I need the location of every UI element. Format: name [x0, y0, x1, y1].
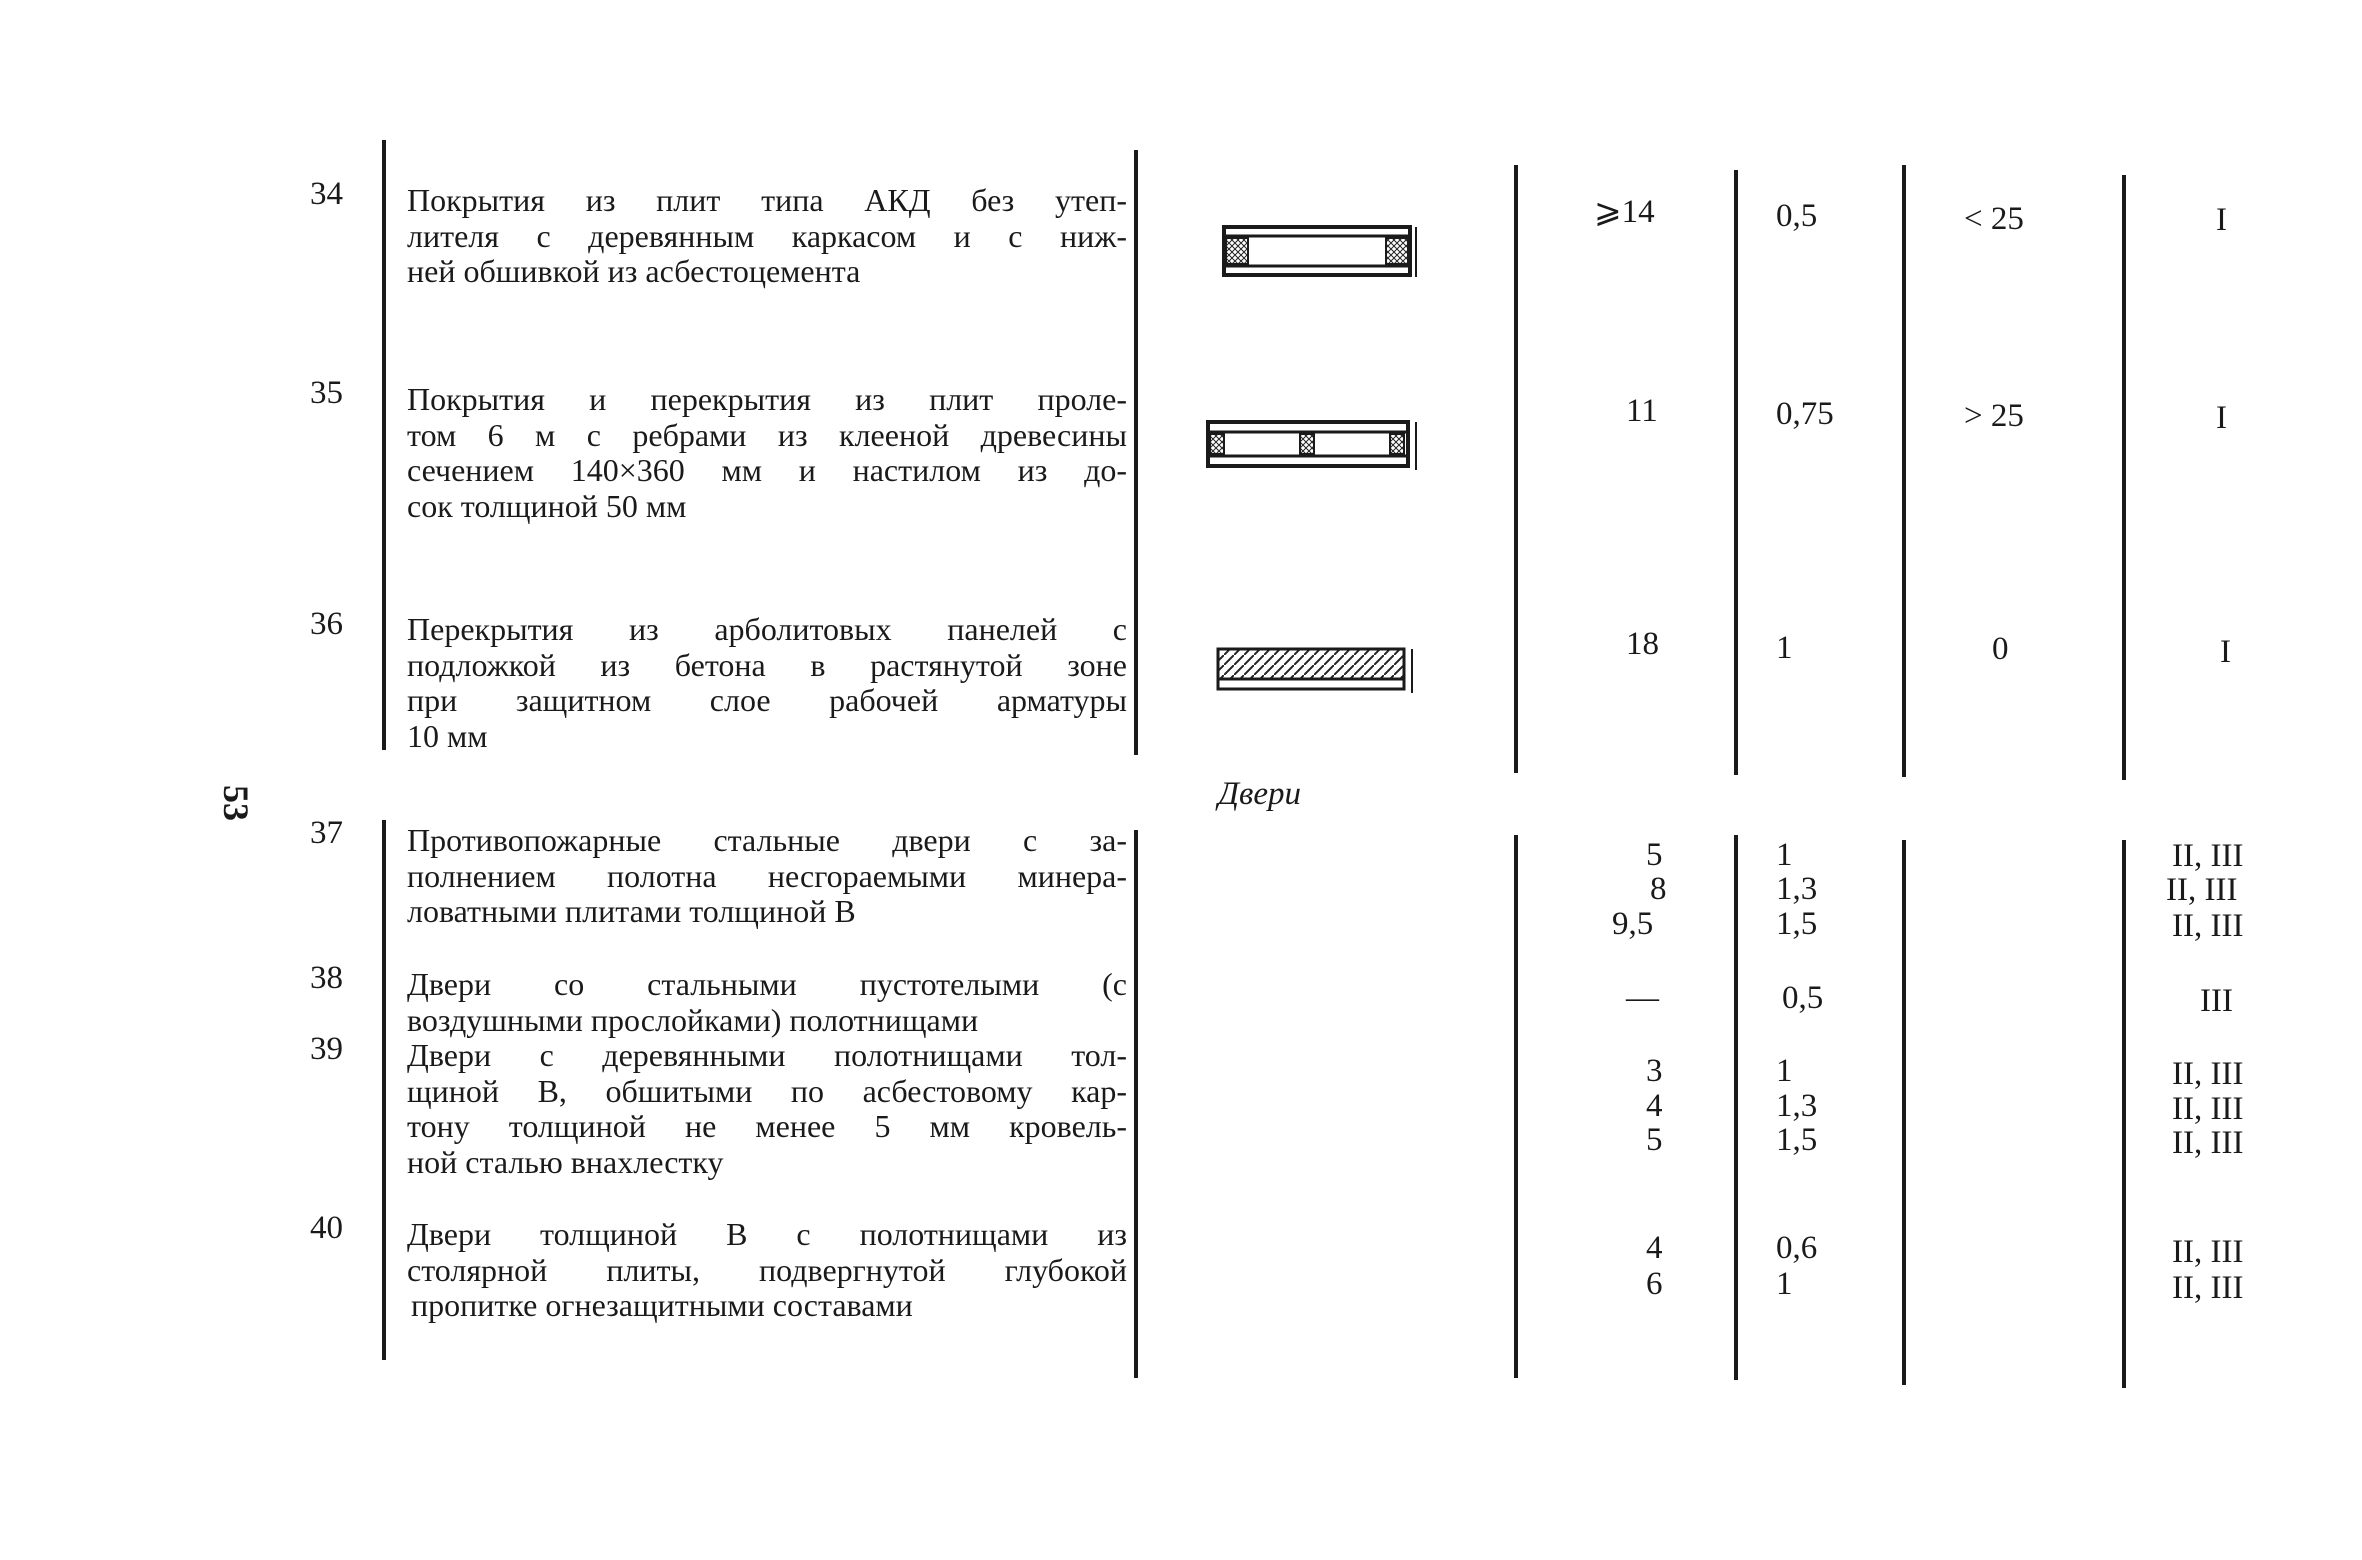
cell-c4: II, III	[2172, 838, 2244, 874]
cell-c1: 18	[1626, 626, 1659, 662]
row-number: 35	[310, 375, 343, 411]
cell-c4: II, III	[2172, 1125, 2244, 1161]
row-description: Противопожарные стальные двери с за- полнением полотна несгораемыми минера- ловатными плитами толщиной В	[407, 822, 1127, 929]
cell-c2: 1,3	[1776, 871, 1818, 907]
column-rule-left-lower	[382, 820, 386, 1360]
arbolite-panel-diagram	[1214, 645, 1424, 695]
cell-c4: I	[2216, 400, 2227, 436]
column-rule-c3	[2122, 175, 2126, 780]
column-rule-c2	[1902, 165, 1906, 777]
cell-c2: 1,5	[1776, 1122, 1818, 1158]
row-number: 40	[310, 1210, 343, 1246]
cell-c1: 4	[1646, 1088, 1663, 1124]
cell-c2: 1,3	[1776, 1088, 1818, 1124]
row-description: Двери толщиной В с полотнищами из столярной плиты, подвергнутой глубокой пропитке огнезащитными составами	[407, 1216, 1127, 1323]
column-rule-left	[382, 140, 386, 750]
cell-c4: I	[2220, 634, 2231, 670]
page-number: 53	[216, 785, 256, 821]
row-description: Покрытия и перекрытия из плит проле- том 6 м с ребрами из клееной древесины сечением 140×360 мм и настилом из до- сок толщиной 50 мм	[407, 381, 1127, 524]
cell-c1: 11	[1626, 393, 1658, 429]
row-number: 36	[310, 606, 343, 642]
row-number: 37	[310, 815, 343, 851]
row-number: 39	[310, 1031, 343, 1067]
cell-c1: ⩾14	[1594, 194, 1655, 230]
cell-c4: II, III	[2172, 1234, 2244, 1270]
section-heading: Двери	[1218, 776, 1301, 812]
cell-c4: II, III	[2172, 1091, 2244, 1127]
cell-c1: 8	[1650, 871, 1667, 907]
row-number: 38	[310, 960, 343, 996]
cell-c3: 0	[1992, 631, 2009, 667]
cell-c2: 1	[1776, 630, 1793, 666]
cell-c2: 1,5	[1776, 906, 1818, 942]
cell-c2: 0,5	[1776, 198, 1818, 234]
column-rule-desc-lower	[1134, 830, 1138, 1378]
row-description: Двери со стальными пустотелыми (с воздушными прослойками) полотнищами	[407, 966, 1127, 1038]
cell-c3: < 25	[1964, 201, 2024, 237]
cell-c1: 4	[1646, 1230, 1663, 1266]
cell-c4: III	[2200, 983, 2233, 1019]
row-number: 34	[310, 176, 343, 212]
row-description: Двери с деревянными полотнищами тол- щиной В, обшитыми по асбестовому кар- тону толщиной не менее 5 мм кровель- ной сталью внахлестку	[407, 1037, 1127, 1180]
cell-c1: 6	[1646, 1266, 1663, 1302]
cell-c2: 1	[1776, 1053, 1793, 1089]
cell-c2: 0,5	[1782, 980, 1824, 1016]
ribbed-panel-diagram	[1204, 418, 1424, 473]
column-rule-diagram	[1514, 165, 1518, 773]
column-rule-c3-lower	[2122, 840, 2126, 1388]
column-rule-desc	[1134, 150, 1138, 755]
cell-c2: 1	[1776, 837, 1793, 873]
cell-c4: I	[2216, 202, 2227, 238]
cell-c2: 1	[1776, 1266, 1793, 1302]
cell-c2: 0,6	[1776, 1230, 1818, 1266]
cell-c4: II, III	[2166, 872, 2238, 908]
row-description: Покрытия из плит типа АКД без утеп- лителя с деревянным каркасом и с ниж- ней обшивкой из асбестоцемента	[407, 182, 1127, 289]
column-rule-diagram-lower	[1514, 835, 1518, 1378]
column-rule-c1	[1734, 170, 1738, 775]
cell-c1: 5	[1646, 1122, 1663, 1158]
cell-c1: 3	[1646, 1053, 1663, 1089]
cell-c4: II, III	[2172, 1056, 2244, 1092]
cell-c4: II, III	[2172, 908, 2244, 944]
panel-section-diagram	[1220, 222, 1420, 282]
row-description: Перекрытия из арболитовых панелей с подложкой из бетона в растянутой зоне при защитном слое рабочей арматуры 10 мм	[407, 611, 1127, 754]
column-rule-c2-lower	[1902, 840, 1906, 1385]
cell-c1: 5	[1646, 837, 1663, 873]
column-rule-c1-lower	[1734, 835, 1738, 1380]
cell-c1: 9,5	[1612, 906, 1654, 942]
cell-c1: —	[1626, 980, 1659, 1016]
cell-c4: II, III	[2172, 1270, 2244, 1306]
cell-c3: > 25	[1964, 398, 2024, 434]
cell-c2: 0,75	[1776, 396, 1834, 432]
